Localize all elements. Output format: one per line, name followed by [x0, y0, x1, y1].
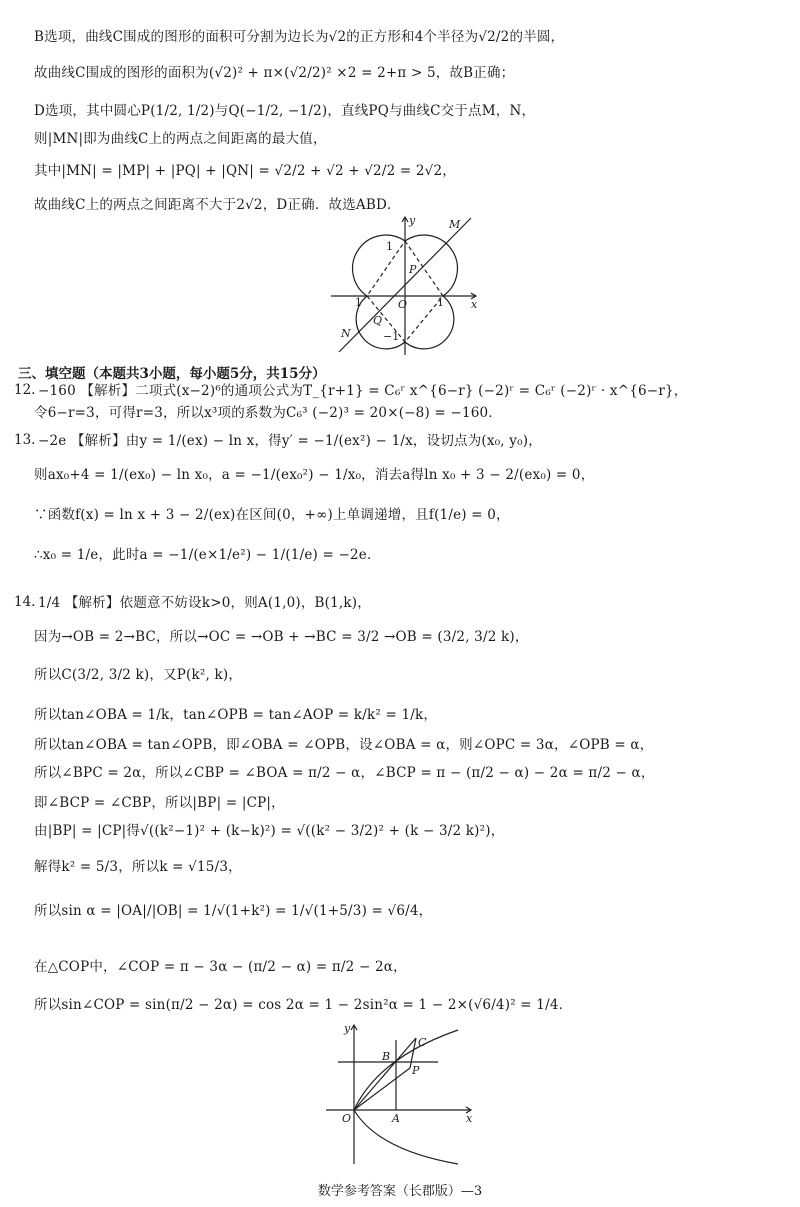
figure-curve-c	[325, 210, 485, 360]
label-b: B	[382, 1050, 391, 1063]
section-heading: 三、填空题（本题共3小题，每小题5分，共15分）	[18, 366, 326, 382]
label-one-right: 1	[437, 296, 444, 309]
label-m: M	[449, 218, 461, 231]
q13-line4: ∴x₀ = 1/e，此时a = −1/(e×1/e²) − 1/(1/e) = −2e．	[34, 547, 381, 563]
q14-line11: 在△COP中，∠COP = π − 3α − (π/2 − α) = π/2 − 2α，	[34, 959, 407, 975]
q14-line5: 所以tan∠OBA = tan∠OPB，即∠OBA = ∠OPB，设∠OBA = α，则∠OPC = 3α，∠OPB = α，	[34, 737, 654, 753]
q14-line7: 即∠BCP = ∠CBP，所以|BP| = |CP|，	[34, 795, 285, 811]
q14-line6: 所以∠BPC = 2α，所以∠CBP = ∠BOA = π/2 − α，∠BCP = π − (π/2 − α) − 2α = π/2 − α，	[34, 765, 655, 781]
line-op	[354, 1068, 410, 1110]
q14-line12: 所以sin∠COP = sin(π/2 − 2α) = cos 2α = 1 − 2sin²α = 1 − 2×(√6/4)² = 1/4．	[34, 997, 573, 1013]
q13-number: 13.	[14, 432, 36, 448]
label-c: C	[418, 1036, 427, 1049]
partB-line1: B选项，曲线C围成的图形的面积可分割为边长为√2的正方形和4个半径为√2/2的半圆，	[34, 29, 565, 45]
q12-number: 12.	[14, 382, 36, 398]
q12-line1: −160 【解析】二项式(x−2)⁶的通项公式为T_{r+1} = C₆ʳ x^{6−r} (−2)ʳ = C₆ʳ (−2)ʳ · x^{6−r}，	[38, 383, 688, 399]
q14-line9: 解得k² = 5/3，所以k = √15/3，	[34, 859, 242, 875]
label-p: P	[409, 263, 417, 276]
q13-line2: 则ax₀+4 = 1/(ex₀) − ln x₀，a = −1/(ex₀²) − 1/x₀，消去a得ln x₀ + 3 − 2/(ex₀) = 0，	[34, 467, 595, 483]
page-footer: 数学参考答案（长郡版）—3	[317, 1184, 483, 1199]
q14-line2: 因为→OB = 2→BC，所以→OC = →OB + →BC = 3/2 →OB = (3/2, 3/2 k)，	[34, 629, 529, 645]
q14-line3: 所以C(3/2, 3/2 k)，又P(k², k)，	[34, 667, 243, 683]
label-x: x	[471, 298, 478, 311]
label-neg-one: −1	[383, 330, 400, 343]
label-y: y	[344, 1022, 351, 1035]
partB-line6: 故曲线C上的两点之间距离不大于2√2，D正确．故选ABD．	[34, 197, 401, 213]
q14-line1: 1/4 【解析】依题意不妨设k>0，则A(1,0)，B(1,k)，	[38, 595, 371, 611]
label-o: O	[342, 1112, 352, 1125]
label-n: N	[341, 327, 351, 340]
partB-line2: 故曲线C围成的图形的面积为(√2)² + π×(√2/2)² ×2 = 2+π > 5，故B正确；	[34, 65, 515, 81]
q14-line8: 由|BP| = |CP|得√((k²−1)² + (k−k)²) = √((k² − 3/2)² + (k − 3/2 k)²)，	[34, 823, 505, 839]
q13-line1: −2e 【解析】由y = 1/(ex) − ln x，得y′ = −1/(ex²) − 1/x，设切点为(x₀, y₀)，	[38, 433, 542, 449]
q12-line2: 令6−r=3，可得r=3，所以x³项的系数为C₆³ (−2)³ = 20×(−8) = −160．	[34, 405, 503, 421]
label-y: y	[409, 214, 416, 227]
partB-line5: 其中|MN| = |MP| + |PQ| + |QN| = √2/2 + √2 + √2/2 = 2√2，	[34, 163, 456, 179]
label-q: Q	[373, 314, 383, 327]
label-one-top: 1	[386, 240, 393, 253]
label-a: A	[392, 1112, 400, 1125]
partB-line3: D选项，其中圆心P(1/2, 1/2)与Q(−1/2, −1/2)，直线PQ与曲线C交于点M，N，	[34, 103, 536, 119]
q13-line3: ∵函数f(x) = ln x + 3 − 2/(ex)在区间(0，+∞)上单调递增，且f(1/e) = 0，	[34, 507, 510, 523]
label-o: O	[398, 298, 408, 311]
q14-line10: 所以sin α = |OA|/|OB| = 1/√(1+k²) = 1/√(1+5/3) = √6/4，	[34, 903, 433, 919]
partB-line4: 则|MN|即为曲线C上的两点之间距离的最大值，	[34, 131, 327, 147]
label-one-left: 1	[355, 296, 362, 309]
line-oc	[354, 1038, 416, 1110]
semicircle-top-left	[353, 235, 405, 296]
semicircle-bottom-right	[405, 296, 454, 349]
q14-line4: 所以tan∠OBA = 1/k，tan∠OPB = tan∠AOP = k/k² = 1/k，	[34, 707, 438, 723]
label-x: x	[466, 1112, 473, 1125]
q14-number: 14.	[14, 594, 36, 610]
label-p: P	[412, 1064, 420, 1077]
figure-parabola	[318, 1018, 478, 1168]
